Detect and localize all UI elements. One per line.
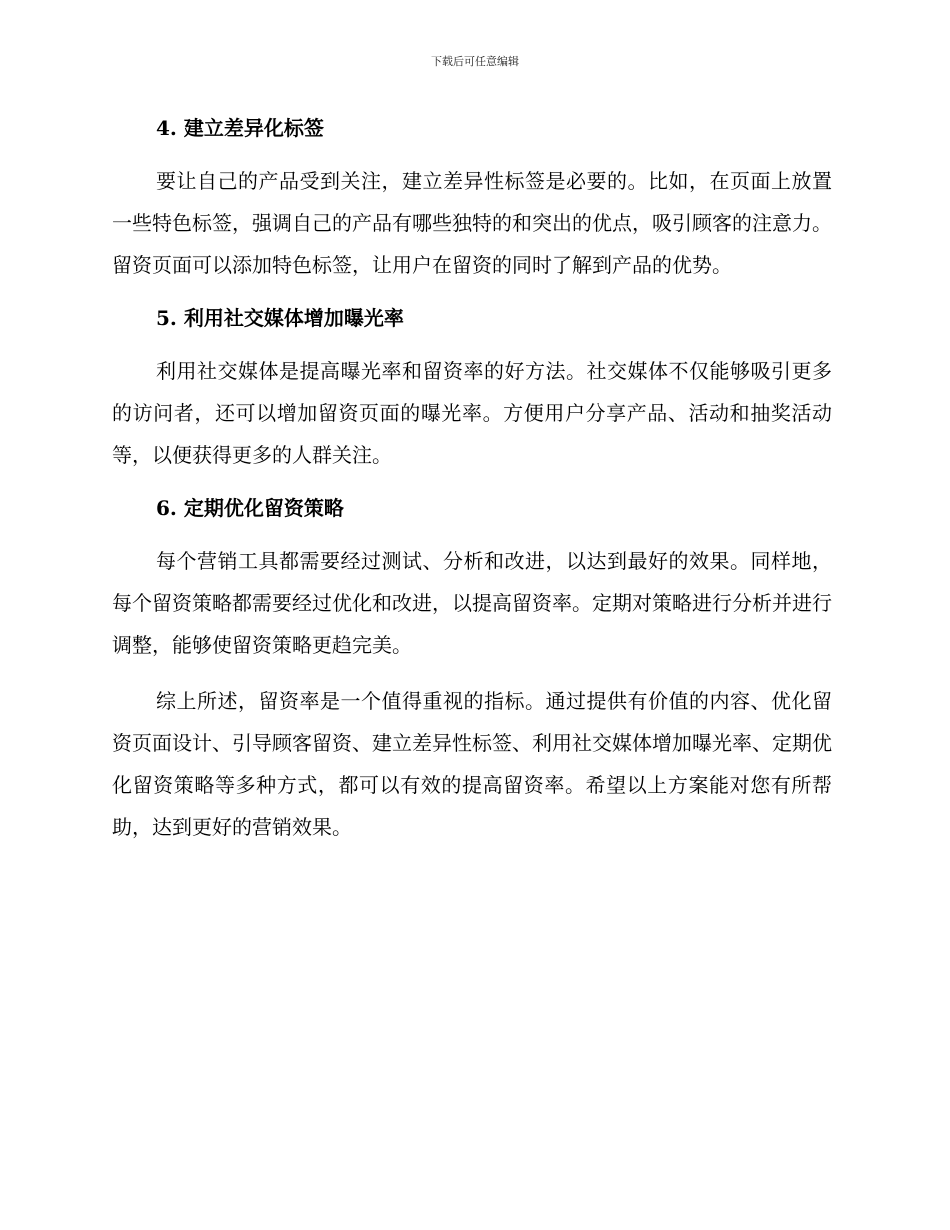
section-heading: 4. 建立差异化标签 — [156, 116, 324, 140]
section-heading: 6. 定期优化留资策略 — [156, 496, 344, 520]
document-body — [112, 108, 832, 848]
section-paragraph: 利用社交媒体是提高曝光率和留资率的好方法。社交媒体不仅能够吸引更多的访问者，还可以增加留资页面的曝光率。方便用户分享产品、活动和抽奖活动等，以便获得更多的人群关注。 — [112, 359, 832, 467]
section-6 — [112, 488, 832, 666]
section-heading: 5. 利用社交媒体增加曝光率 — [156, 306, 404, 330]
section-4 — [112, 108, 832, 286]
conclusion-paragraph: 综上所述，留资率是一个值得重视的指标。通过提供有价值的内容、优化留资页面设计、引导顾客留资、建立差异性标签、利用社交媒体增加曝光率、定期优化留资策略等多种方式，都可以有效的提高留资率。希望以上方案能对您有所帮助，达到更好的营销效果。 — [112, 689, 832, 839]
section-5 — [112, 298, 832, 476]
section-paragraph: 要让自己的产品受到关注，建立差异性标签是必要的。比如，在页面上放置一些特色标签，强调自己的产品有哪些独特的和突出的优点，吸引顾客的注意力。留资页面可以添加特色标签，让用户在留资的同时了解到产品的优势。 — [112, 169, 832, 277]
section-paragraph: 每个营销工具都需要经过测试、分析和改进，以达到最好的效果。同样地，每个留资策略都需要经过优化和改进，以提高留资率。定期对策略进行分析并进行调整，能够使留资策略更趋完美。 — [112, 549, 832, 657]
page-header: 下载后可任意编辑 — [431, 55, 519, 68]
